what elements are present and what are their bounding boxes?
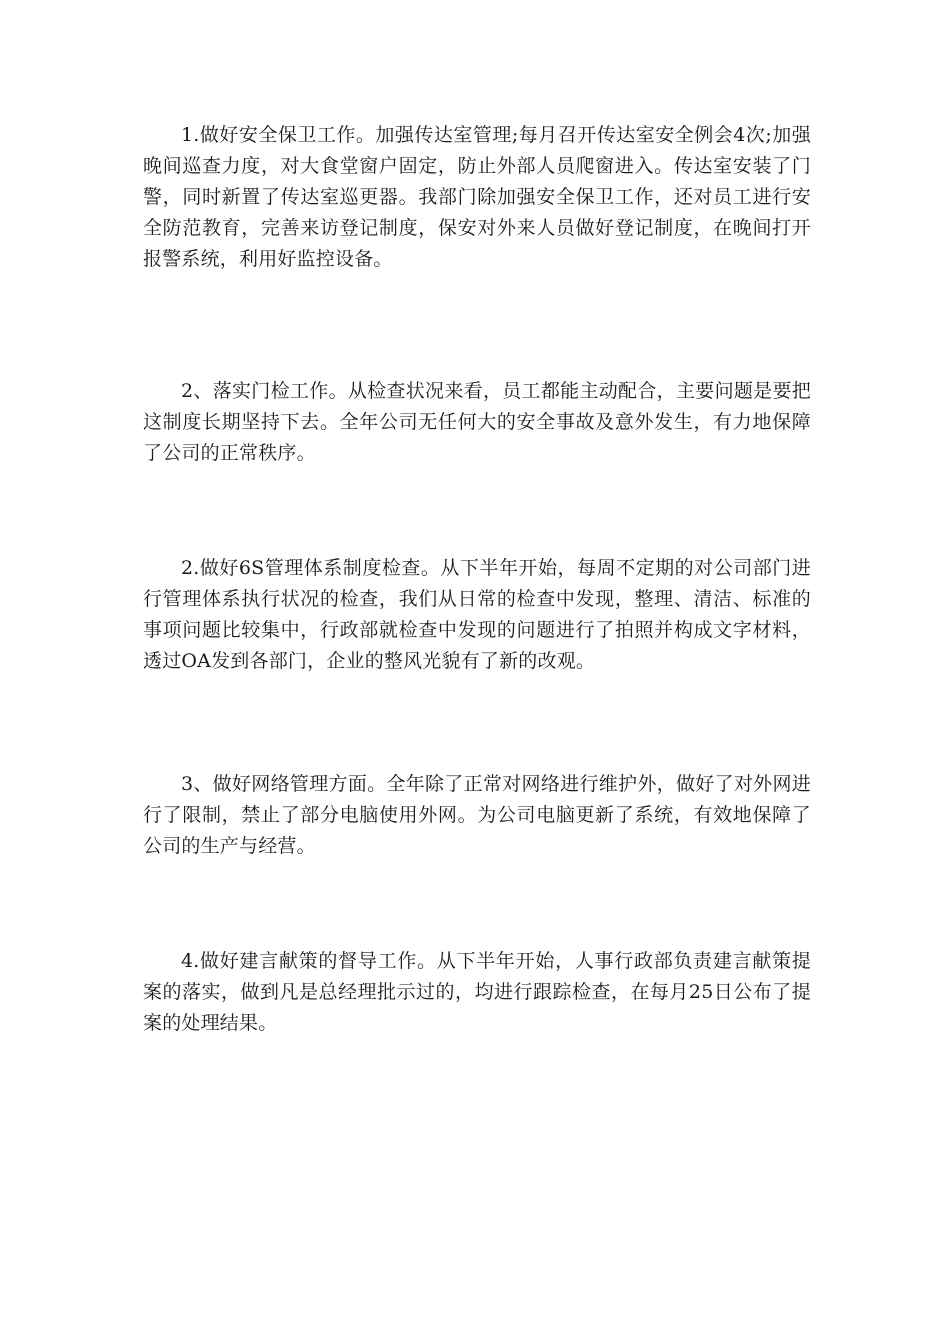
paragraph-network-management: 3、做好网络管理方面。全年除了正常对网络进行维护外，做好了对外网进行了限制，禁止了部分电脑使用外网。为公司电脑更新了系统，有效地保障了公司的生产与经营。 [143,773,811,857]
paragraph-gate-check: 2、落实门检工作。从检查状况来看，员工都能主动配合，主要问题是要把这制度长期坚持下去。全年公司无任何大的安全事故及意外发生，有力地保障了公司的正常秩序。 [143,380,811,464]
paragraph-6s-management: 2.做好6S管理体系制度检查。从下半年开始，每周不定期的对公司部门进行管理体系执行状况的检查，我们从日常的检查中发现，整理、清洁、标准的事项问题比较集中，行政部就检查中发现的问题进行了拍照并构成文字材料，透过OA发到各部门，企业的整风光貌有了新的改观。 [143,557,811,672]
paragraph-suggestions: 4.做好建言献策的督导工作。从下半年开始，人事行政部负责建言献策提案的落实，做到凡是总经理批示过的，均进行跟踪检查，在每月25日公布了提案的处理结果。 [143,950,811,1034]
paragraph-security: 1.做好安全保卫工作。加强传达室管理;每月召开传达室安全例会4次;加强晚间巡查力度，对大食堂窗户固定，防止外部人员爬窗进入。传达室安装了门警，同时新置了传达室巡更器。我部门除加强安全保卫工作，还对员工进行安全防范教育，完善来访登记制度，保安对外来人员做好登记制度，在晚间打开报警系统，利用好监控设备。 [143,124,811,270]
